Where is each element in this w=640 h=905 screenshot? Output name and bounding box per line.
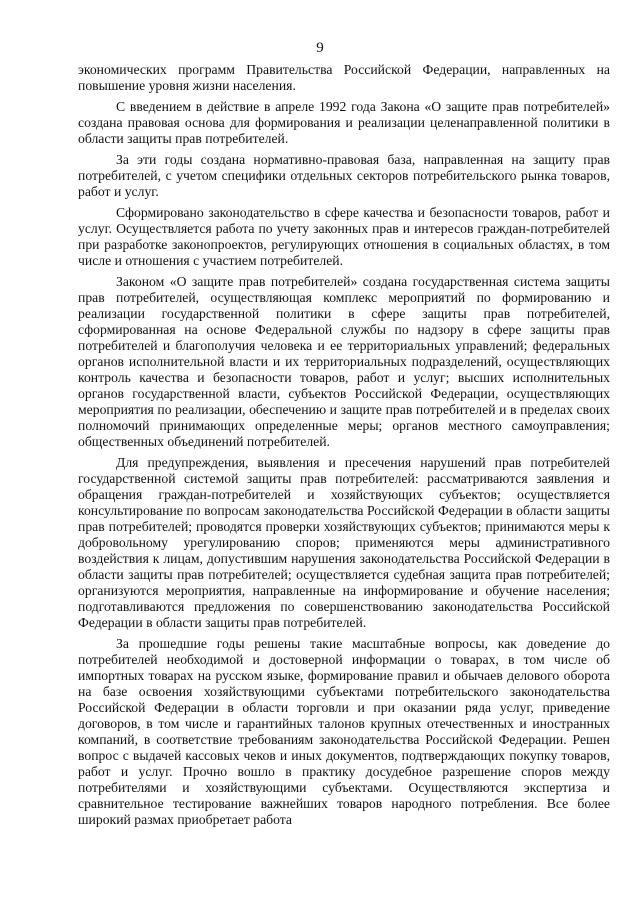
paragraph-law-introduction: С введением в действие в апреле 1992 года Закона «О защите прав потребителей» создана правовая основа для формирования и реализации целенаправленной политики в области защиты прав потребителей.	[78, 99, 610, 146]
document-body	[78, 62, 610, 833]
paragraph-state-system: Законом «О защите прав потребителей» создана государственная система защиты прав потребителей, осуществляющая комплекс мероприятий по формированию и реализации государственной политики в сфере защиты прав потребителей, сформированная на основе Федеральной службы по надзору в сфере защиты прав потребителей и благополучия человека и ее территориальных управлений; федеральных органов исполнительной власти и их территориальных подразделений, осуществляющих контроль качества и безопасности товаров, работ и услуг; высших исполнительных органов государственной власти, субъектов Российской Федерации, осуществляющих мероприятия по реализации, обеспечению и защите прав потребителей и в пределах своих полномочий принимающих определенные меры; органов местного самоуправления; общественных объединений потребителей.	[78, 274, 610, 449]
paragraph-regulatory-base: За эти годы создана нормативно-правовая база, направленная на защиту прав потребителей, с учетом специфики отдельных секторов потребительского рынка товаров, работ и услуг.	[78, 152, 610, 199]
paragraph-continuation: экономических программ Правительства Российской Федерации, направленных на повышение уровня жизни населения.	[78, 62, 610, 93]
paragraph-achievements: За прошедшие годы решены такие масштабные вопросы, как доведение до потребителей необходимой и достоверной информации о товарах, в том числе об импортных товарах на русском языке, формирование правил и обычаев делового оборота на базе освоения хозяйствующими субъектами потребительского законодательства Российской Федерации в области торговли и при оказании ряда услуг, приведение договоров, в том числе и гарантийных талонов крупных отечественных и иностранных компаний, в соответствие требованиям законодательства Российской Федерации. Решен вопрос с выдачей кассовых чеков и иных документов, подтверждающих покупку товаров, работ и услуг. Прочно вошло в практику досудебное разрешение споров между потребителями и хозяйствующими субъектами. Осуществляются экспертиза и сравнительное тестирование важнейших товаров народного потребления. Все более широкий размах приобретает работа	[78, 636, 610, 827]
paragraph-legislation: Сформировано законодательство в сфере качества и безопасности товаров, работ и услуг. Осуществляется работа по учету законных прав и интересов граждан-потребителей при разработке законопроектов, регулирующих отношения в социальных областях, в том числе и отношения с участием потребителей.	[78, 205, 610, 268]
paragraph-prevention-measures: Для предупреждения, выявления и пресечения нарушений прав потребителей государственной системой защиты прав потребителей: рассматриваются заявления и обращения граждан-потребителей и хозяйствующих субъектов; осуществляется консультирование по вопросам законодательства Российской Федерации в области защиты прав потребителей; проводятся проверки хозяйствующих субъектов; принимаются меры к добровольному урегулированию споров; применяются меры административного воздействия к лицам, допустившим нарушения законодательства Российской Федерации в области защиты прав потребителей; осуществляется судебная защита прав потребителей; организуются мероприятия, направленные на информирование и обучение населения; подготавливаются предложения по совершенствованию законодательства Российской Федерации в области защиты прав потребителей.	[78, 455, 610, 630]
page-number: 9	[316, 40, 324, 56]
